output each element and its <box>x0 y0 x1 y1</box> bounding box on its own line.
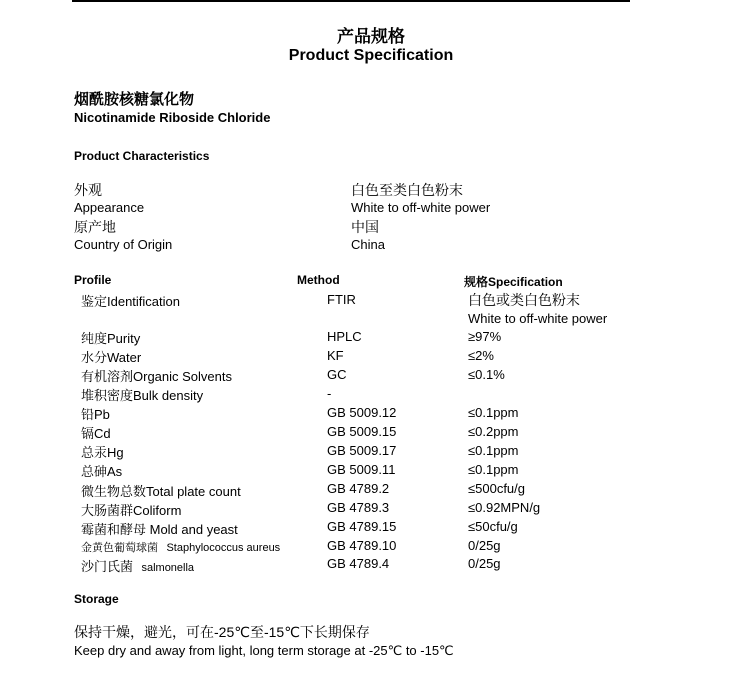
product-name-cn: 烟酰胺核糖氯化物 <box>74 91 195 108</box>
spec-cell: ≤0.1% <box>468 367 505 382</box>
header-profile: Profile <box>74 273 112 287</box>
appearance-label-cn: 外观 <box>74 182 102 198</box>
appearance-value-en: White to off-white power <box>351 200 491 215</box>
method-cell: GB 5009.12 <box>327 405 397 420</box>
spec-cell: ≤0.1ppm <box>468 462 519 477</box>
method-cell: GB 5009.11 <box>327 462 396 477</box>
appearance-value-cn: 白色至类白色粉末 <box>351 182 463 198</box>
page-title-en: Product Specification <box>288 47 454 64</box>
profile-en: salmonella <box>141 562 195 574</box>
spec-cell: ≤0.2ppm <box>468 424 519 439</box>
profile-cell: 纯度Purity <box>81 331 141 346</box>
product-name-en: Nicotinamide Riboside Chloride <box>74 110 271 125</box>
spec-cell: ≤0.1ppm <box>468 443 519 458</box>
origin-label-en: Country of Origin <box>74 237 173 252</box>
profile-cell: 总汞Hg <box>81 445 124 460</box>
spec-cell: 白色或类白色粉末 <box>468 292 580 308</box>
method-cell: HPLC <box>327 329 362 344</box>
method-cell: GB 4789.2 <box>327 481 390 496</box>
header-method: Method <box>297 273 340 287</box>
spec-cell: ≥97% <box>468 329 502 344</box>
storage-text-cn: 保持干燥，避光，可在-25℃至-15℃下长期保存 <box>74 624 370 640</box>
profile-cell <box>81 556 194 576</box>
profile-cell: 铅Pb <box>81 407 110 422</box>
spec-cell: ≤500cfu/g <box>468 481 526 496</box>
profile-cn: 沙门氏菌 <box>81 559 134 574</box>
storage-heading: Storage <box>74 592 119 606</box>
spec-cell: 0/25g <box>468 538 501 553</box>
spec-cell: ≤0.1ppm <box>468 405 519 420</box>
method-cell: GB 4789.3 <box>327 500 390 515</box>
method-cell: KF <box>327 348 344 363</box>
profile-cn: 金黄色葡萄球菌 <box>81 542 158 554</box>
storage-text-en: Keep dry and away from light, long term storage at -25℃ to -15℃ <box>74 643 454 658</box>
method-cell: GB 5009.17 <box>327 443 397 458</box>
spec-cell: ≤50cfu/g <box>468 519 518 534</box>
characteristics-heading: Product Characteristics <box>74 149 210 163</box>
spec-cell: 0/25g <box>468 556 501 571</box>
profile-cell: 大肠菌群Coliform <box>81 503 182 518</box>
spec-cell-en: White to off-white power <box>468 311 608 326</box>
header-spec: 规格Specification <box>464 275 563 289</box>
origin-value-cn: 中国 <box>351 219 379 235</box>
profile-cell: 有机溶剂Organic Solvents <box>81 369 232 384</box>
spec-cell: ≤2% <box>468 348 494 363</box>
origin-label-cn: 原产地 <box>74 219 116 235</box>
method-cell: FTIR <box>327 292 356 307</box>
method-cell: GB 5009.15 <box>327 424 397 439</box>
method-cell: GB 4789.10 <box>327 538 397 553</box>
method-cell: - <box>327 386 332 401</box>
profile-cell: 水分Water <box>81 350 142 365</box>
profile-cell: 堆积密度Bulk density <box>81 388 204 403</box>
origin-value-en: China <box>351 237 385 252</box>
profile-cell: 微生物总数Total plate count <box>81 484 241 499</box>
appearance-label-en: Appearance <box>74 200 145 215</box>
page-title-cn: 产品规格 <box>337 27 405 46</box>
method-cell: GB 4789.15 <box>327 519 397 534</box>
method-cell: GC <box>327 367 347 382</box>
top-rule <box>72 0 630 2</box>
profile-cell <box>81 538 280 556</box>
method-cell: GB 4789.4 <box>327 556 390 571</box>
profile-cell: 镉Cd <box>81 426 111 441</box>
profile-cell: 鉴定Identification <box>81 294 180 309</box>
spec-cell: ≤0.92MPN/g <box>468 500 541 515</box>
profile-cell: 霉菌和酵母 Mold and yeast <box>81 522 238 537</box>
profile-en: Staphylococcus aureus <box>166 542 281 554</box>
profile-cell: 总砷As <box>81 464 123 479</box>
